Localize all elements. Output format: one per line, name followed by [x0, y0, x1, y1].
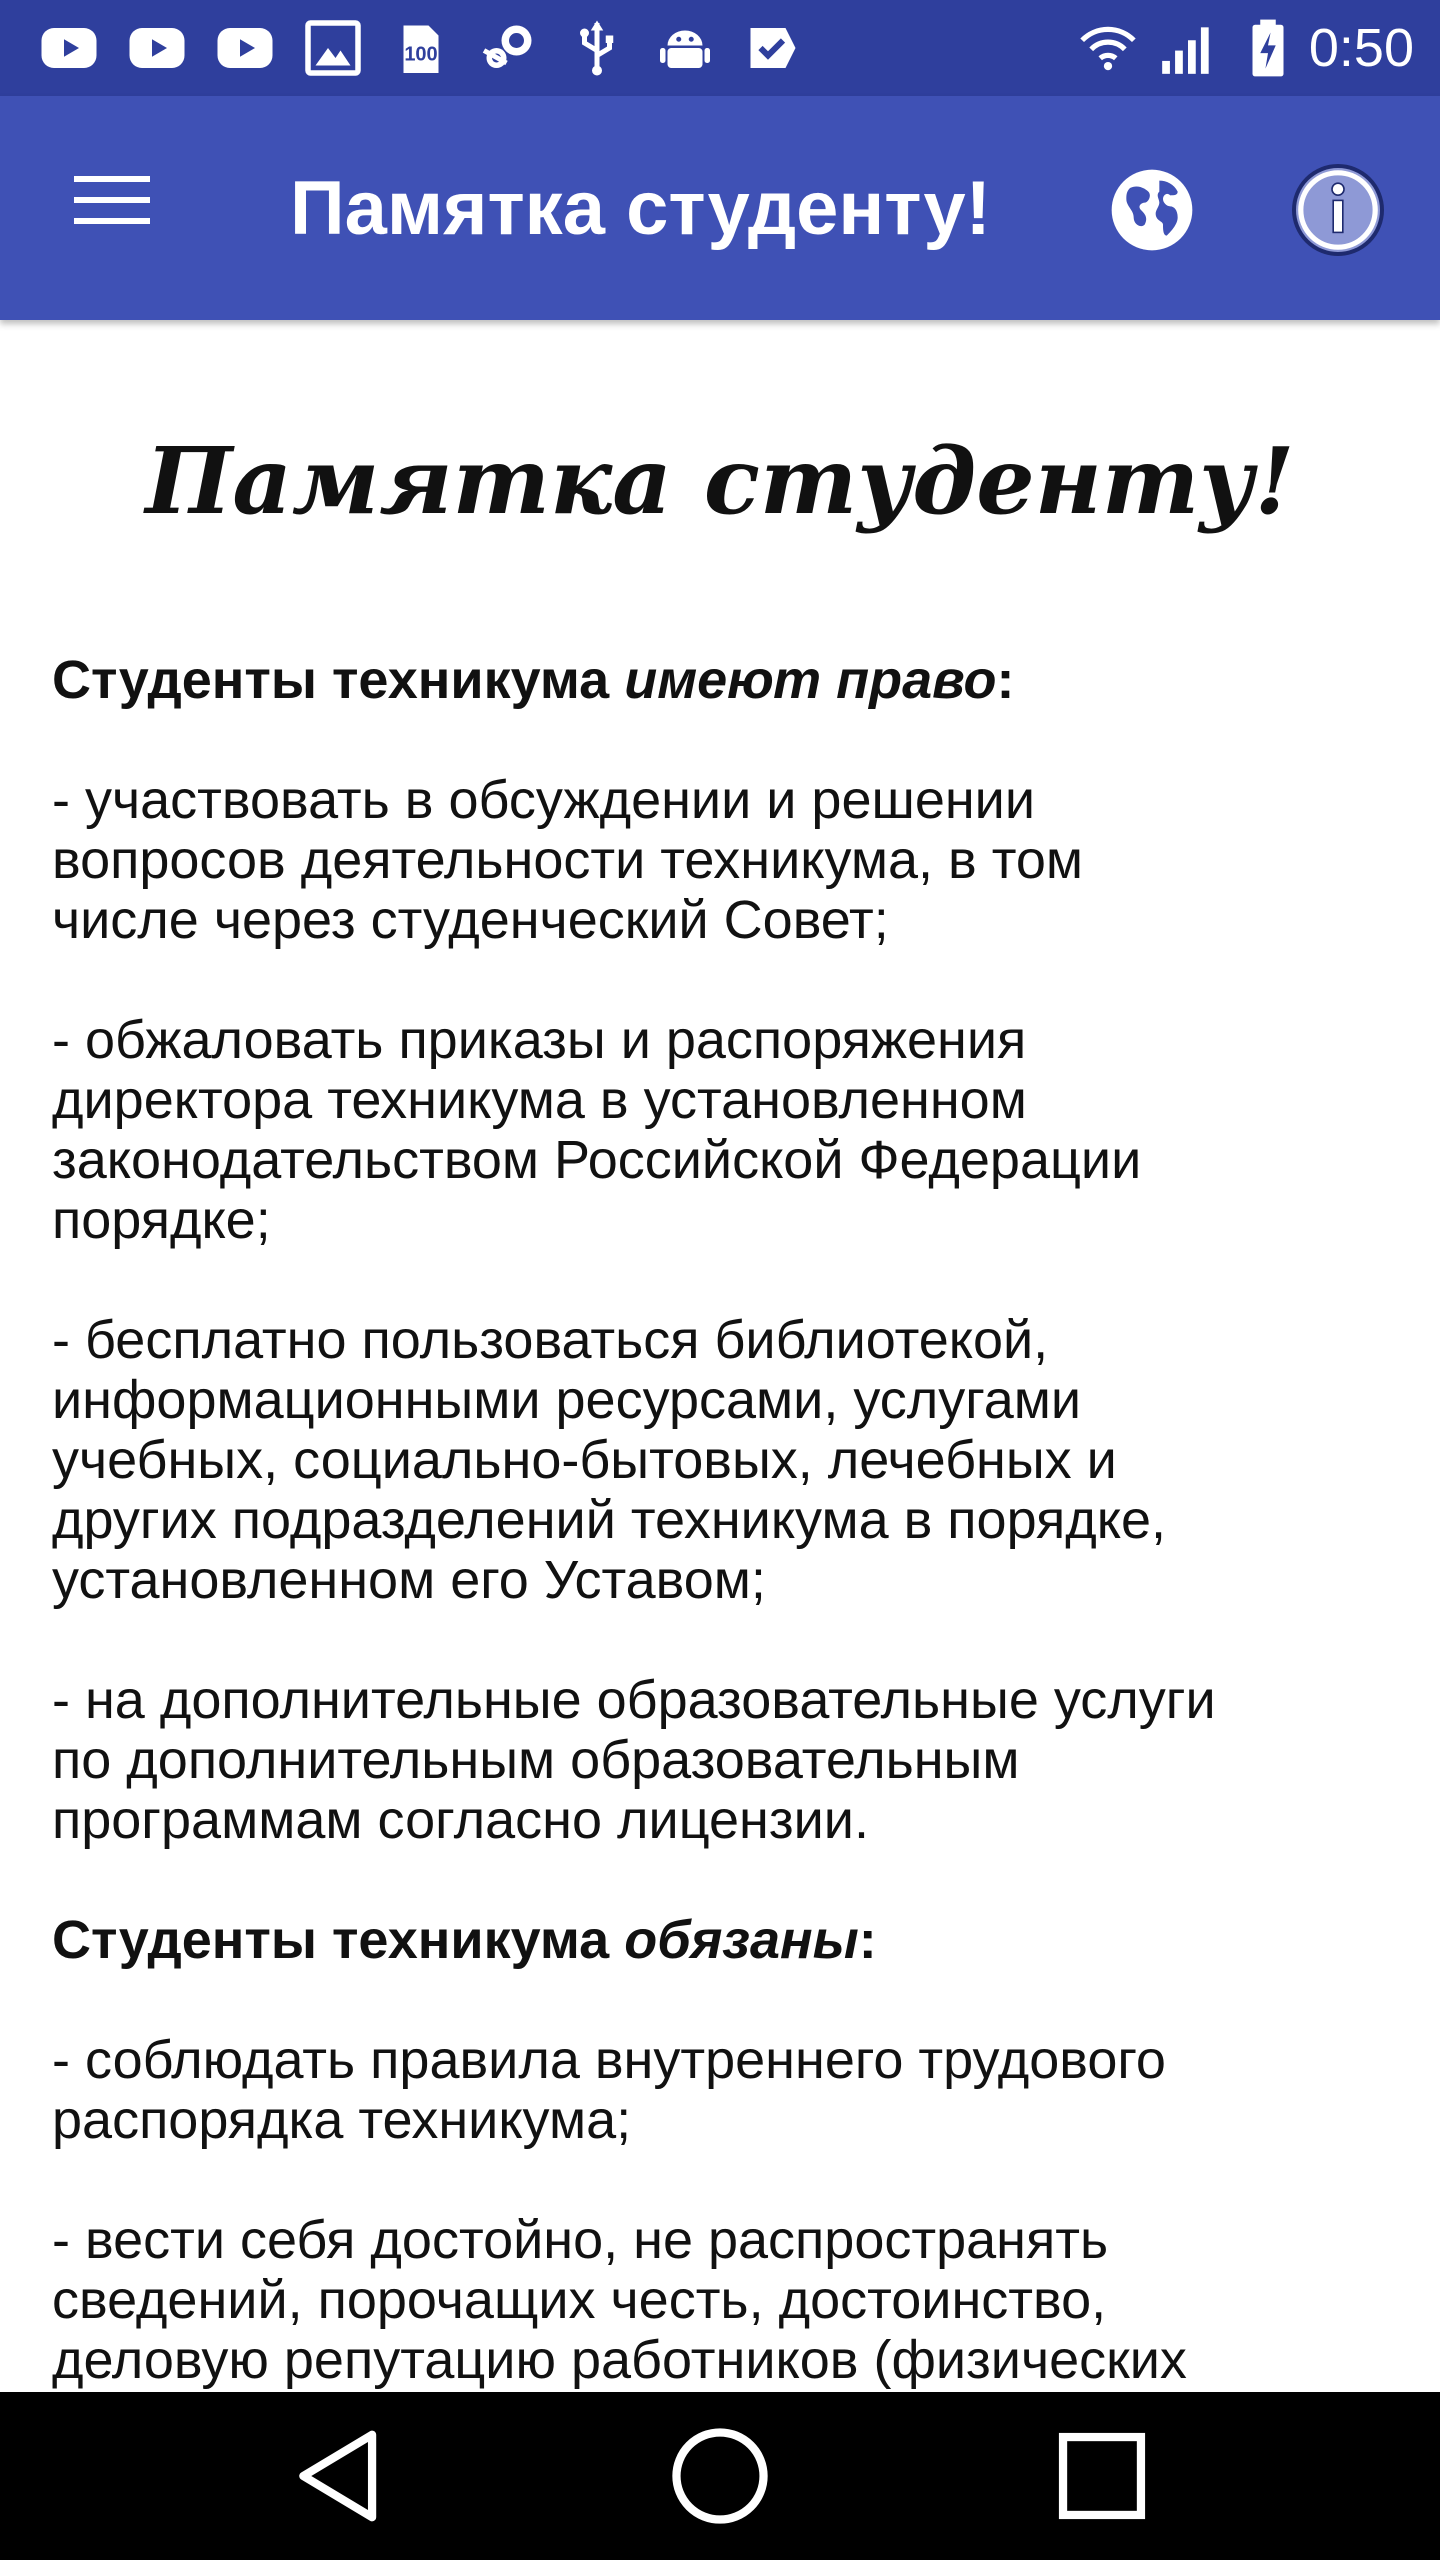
menu-button[interactable]: [52, 140, 172, 260]
system-icons: [1061, 0, 1414, 96]
text-line: - вести себя достойно, не распространять: [52, 2210, 1109, 2270]
app-title: Памятка студенту!: [290, 166, 991, 251]
section-heading-rights: [52, 650, 1402, 710]
section-heading-duties: [52, 1910, 1402, 1970]
text-line: распорядка техникума;: [52, 2090, 632, 2150]
paragraph: [52, 1670, 1402, 1850]
home-button[interactable]: [658, 2414, 782, 2538]
paragraph: [52, 1310, 1402, 1610]
image-icon: [302, 17, 364, 79]
text-line: учебных, социально-бытовых, лечебных и: [52, 1430, 1117, 1490]
youtube-icon: [126, 17, 188, 79]
heading-colon: :: [996, 650, 1015, 710]
recents-icon: [1047, 2421, 1157, 2531]
youtube-icon: [38, 17, 100, 79]
battery-charging-icon: [1235, 15, 1301, 81]
globe-icon: [1108, 166, 1196, 254]
android-icon: [654, 17, 716, 79]
status-bar: [0, 0, 1440, 96]
usb-icon: [566, 17, 628, 79]
notification-icons: [38, 0, 830, 96]
text-line: - бесплатно пользоваться библиотекой,: [52, 1310, 1049, 1370]
signal-icon: [1155, 15, 1221, 81]
paragraph: [52, 2210, 1402, 2390]
text-line: установленном его Уставом;: [52, 1550, 766, 1610]
heading-text: Студенты техникума: [52, 1910, 625, 1970]
back-icon: [285, 2421, 395, 2531]
text-line: деловую репутацию работников (физических: [52, 2330, 1187, 2390]
website-button[interactable]: [1094, 152, 1210, 268]
text-line: вопросов деятельности техникума, в том: [52, 830, 1084, 890]
text-line: числе через студенческий Совет;: [52, 890, 889, 950]
text-line: программам согласно лицензии.: [52, 1790, 869, 1850]
paragraph: [52, 770, 1402, 950]
text-line: - соблюдать правила внутреннего трудового: [52, 2030, 1166, 2090]
info-icon: [1290, 162, 1386, 258]
text-line: - обжаловать приказы и распоряжения: [52, 1010, 1027, 1070]
text-line: по дополнительным образовательным: [52, 1730, 1020, 1790]
sd-100-icon: [390, 17, 452, 79]
wifi-icon: [1075, 15, 1141, 81]
home-icon: [665, 2421, 775, 2531]
text-line: - на дополнительные образовательные услуги: [52, 1670, 1216, 1730]
paragraph: [52, 2030, 1402, 2150]
back-button[interactable]: [278, 2414, 402, 2538]
info-button[interactable]: [1280, 152, 1396, 268]
heading-text: Студенты техникума: [52, 650, 625, 710]
text-line: законодательством Российской Федерации: [52, 1130, 1142, 1190]
document-title: Памятка студенту!: [145, 427, 1295, 535]
clock: 0:50: [1308, 18, 1414, 78]
document-body: [52, 650, 1402, 2392]
text-line: - участвовать в обсуждении и решении: [52, 770, 1035, 830]
app-bar: [0, 96, 1440, 320]
steam-icon: [478, 17, 540, 79]
text-line: директора техникума в установленном: [52, 1070, 1027, 1130]
text-line: сведений, порочащих честь, достоинство,: [52, 2270, 1107, 2330]
text-line: порядке;: [52, 1190, 271, 1250]
youtube-icon: [214, 17, 276, 79]
svg-text:100: 100: [404, 43, 438, 66]
check-app-icon: [742, 17, 804, 79]
paragraph: [52, 1010, 1402, 1250]
heading-colon: :: [858, 1910, 877, 1970]
text-line: других подразделений техникума в порядке,: [52, 1490, 1167, 1550]
heading-emphasis: имеют право: [624, 650, 997, 710]
text-line: информационными ресурсами, услугами: [52, 1370, 1082, 1430]
recents-button[interactable]: [1040, 2414, 1164, 2538]
content-scroll-area[interactable]: [0, 320, 1440, 2392]
hamburger-menu-icon: [72, 170, 152, 230]
navigation-bar: [0, 2392, 1440, 2560]
heading-emphasis: обязаны: [624, 1910, 859, 1970]
